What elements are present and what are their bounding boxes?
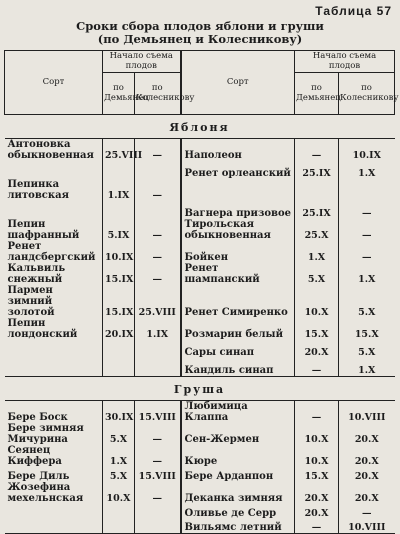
table-row: [5, 400, 395, 423]
date-kolesnikov: —: [339, 241, 395, 263]
harvest-table: [4, 50, 399, 534]
date-demyanets: [103, 161, 135, 179]
date-demyanets: —: [295, 139, 339, 162]
date-kolesnikov: [135, 340, 181, 358]
table-row: [5, 241, 395, 263]
table-row: [5, 139, 395, 162]
date-demyanets: 1.IX: [103, 179, 135, 201]
col-kolesnikov: по Колесникову: [135, 73, 181, 115]
variety-name: [5, 519, 103, 534]
table-title: [0, 20, 400, 46]
variety-name: Жозефина мехельнская: [7, 481, 84, 504]
col-sort: Сорт: [5, 51, 103, 115]
date-kolesnikov: 1.X: [339, 358, 395, 376]
variety-name: Ренет орлеанский: [181, 161, 295, 179]
table-row: [5, 263, 395, 285]
variety-name: Вильямс летний: [181, 519, 295, 534]
date-demyanets: 5.X: [103, 423, 135, 445]
date-demyanets: [103, 519, 135, 534]
date-kolesnikov: —: [135, 423, 181, 445]
date-demyanets: 10.IX: [103, 241, 135, 263]
date-demyanets: 20.X: [295, 504, 339, 519]
date-demyanets: 15.X: [295, 467, 339, 482]
date-kolesnikov: 20.X: [339, 423, 395, 445]
date-demyanets: 25.IX: [295, 161, 339, 179]
variety-name: [5, 161, 103, 179]
date-kolesnikov: 10.VIII: [339, 519, 395, 534]
date-demyanets: 10.X: [295, 445, 339, 467]
variety-name: Сен-Жермен: [181, 423, 295, 445]
date-demyanets: —: [295, 519, 339, 534]
date-kolesnikov: —: [135, 482, 181, 504]
date-kolesnikov: 15.VIII: [135, 467, 181, 482]
table-number: Таблица 57: [315, 4, 392, 18]
date-demyanets: [295, 179, 339, 201]
variety-name: Сеянец Киффера: [7, 444, 62, 467]
col-demyanets: по Демьянец: [103, 73, 135, 115]
date-kolesnikov: —: [339, 219, 395, 241]
date-demyanets: 1.X: [103, 445, 135, 467]
variety-name: Кальвиль снежный: [7, 263, 66, 285]
date-demyanets: 1.X: [295, 241, 339, 263]
title-line-1: Сроки сбора плодов яблони и груши: [76, 19, 324, 33]
variety-name: Ренет Симиренко: [181, 285, 295, 318]
date-demyanets: —: [295, 400, 339, 423]
date-demyanets: [103, 201, 135, 219]
table-row: [5, 201, 395, 219]
table-row: [5, 423, 395, 445]
pear-section-title: Груша: [5, 376, 395, 400]
date-kolesnikov: [135, 504, 181, 519]
variety-name: Сары синап: [181, 340, 295, 358]
date-demyanets: 15.X: [295, 318, 339, 340]
variety-name: [181, 179, 295, 201]
date-kolesnikov: —: [135, 219, 181, 241]
date-kolesnikov: —: [339, 504, 395, 519]
date-kolesnikov: [135, 161, 181, 179]
date-kolesnikov: —: [135, 139, 181, 162]
date-demyanets: 10.X: [103, 482, 135, 504]
title-line-2: (по Демьянец и Колесникову): [97, 32, 303, 46]
variety-name: Вагнера призовое: [181, 201, 295, 219]
date-kolesnikov: [135, 201, 181, 219]
date-kolesnikov: —: [135, 445, 181, 467]
variety-name: Розмарин белый: [181, 318, 295, 340]
date-demyanets: 25.VIII: [103, 139, 135, 162]
apple-section: [5, 115, 395, 377]
date-kolesnikov: 20.X: [339, 482, 395, 504]
date-kolesnikov: 5.X: [339, 285, 395, 318]
table-row: [5, 445, 395, 467]
date-demyanets: 15.IX: [103, 285, 135, 318]
date-kolesnikov: 1.X: [339, 161, 395, 179]
variety-name: [5, 358, 103, 376]
table-row: [5, 340, 395, 358]
date-demyanets: 5.X: [103, 467, 135, 482]
date-kolesnikov: 15.VIII: [135, 400, 181, 423]
date-kolesnikov: —: [135, 263, 181, 285]
table-row: [5, 161, 395, 179]
variety-name: Любимица Клаппа: [181, 400, 295, 423]
pear-section: [5, 376, 395, 534]
date-demyanets: 15.IX: [103, 263, 135, 285]
date-demyanets: 5.X: [295, 263, 339, 285]
date-demyanets: [103, 504, 135, 519]
date-demyanets: 20.X: [295, 340, 339, 358]
col-start: Начало съема плодов: [103, 51, 181, 73]
table-row: [5, 318, 395, 340]
date-kolesnikov: 1.IX: [135, 318, 181, 340]
table-row: [5, 285, 395, 318]
date-kolesnikov: —: [135, 241, 181, 263]
date-kolesnikov: [135, 358, 181, 376]
variety-name: Оливье де Серр: [181, 504, 295, 519]
date-demyanets: 10.X: [295, 423, 339, 445]
variety-name: [5, 201, 103, 219]
table-row: [5, 179, 395, 201]
variety-name: Кандиль синап: [181, 358, 295, 376]
col-kolesnikov-right: по Колесникову: [339, 73, 395, 115]
date-demyanets: 25.IX: [295, 201, 339, 219]
date-kolesnikov: 20.X: [339, 445, 395, 467]
date-demyanets: [103, 358, 135, 376]
date-demyanets: 30.IX: [103, 400, 135, 423]
date-kolesnikov: 1.X: [339, 263, 395, 285]
variety-name: Бере Боск: [7, 411, 68, 423]
table-header: [5, 51, 399, 115]
variety-name: Кюре: [181, 445, 295, 467]
date-kolesnikov: 5.X: [339, 340, 395, 358]
date-kolesnikov: —: [339, 201, 395, 219]
table-row: [5, 504, 395, 519]
variety-name: [5, 340, 103, 358]
variety-name: [5, 504, 103, 519]
variety-name: Деканка зимняя: [181, 482, 295, 504]
date-kolesnikov: —: [135, 179, 181, 201]
date-kolesnikov: 20.X: [339, 467, 395, 482]
date-demyanets: [103, 340, 135, 358]
date-kolesnikov: [339, 179, 395, 201]
variety-name: Тирольская обыкновенная: [181, 219, 295, 241]
table-row: [5, 482, 395, 504]
date-kolesnikov: [135, 519, 181, 534]
variety-name: Пармен зимний золотой: [7, 285, 55, 318]
table-row: [5, 358, 395, 376]
date-kolesnikov: 25.VIII: [135, 285, 181, 318]
date-kolesnikov: 15.X: [339, 318, 395, 340]
table-row: [5, 219, 395, 241]
variety-name: Бере Диль: [7, 470, 70, 482]
variety-name: Наполеон: [181, 139, 295, 162]
col-demyanets-right: по Демьянец: [295, 73, 339, 115]
date-kolesnikov: 10.IX: [339, 139, 395, 162]
date-demyanets: 20.IX: [103, 318, 135, 340]
table-row: [5, 467, 395, 482]
date-demyanets: 25.X: [295, 219, 339, 241]
col-sort-right: Сорт: [181, 51, 295, 115]
date-kolesnikov: 10.VIII: [339, 400, 395, 423]
table-row: [5, 519, 395, 534]
apple-section-title: Яблоня: [5, 115, 395, 139]
date-demyanets: —: [295, 358, 339, 376]
variety-name: Пепин шафранный: [7, 219, 80, 241]
variety-name: Пепинка литовская: [7, 179, 69, 201]
date-demyanets: 5.IX: [103, 219, 135, 241]
variety-name: Бойкен: [181, 241, 295, 263]
date-demyanets: 20.X: [295, 482, 339, 504]
variety-name: Бере Арданпон: [181, 467, 295, 482]
variety-name: Ренет шампанский: [181, 263, 295, 285]
variety-name: Пепин лондонский: [7, 318, 78, 340]
col-start-right: Начало съема плодов: [295, 51, 395, 73]
variety-name: Ренет ландсбергский: [7, 241, 96, 263]
variety-name: Антоновка обыкновенная: [7, 139, 94, 161]
date-demyanets: 10.X: [295, 285, 339, 318]
variety-name: Бере зимняя Мичурина: [7, 422, 84, 445]
